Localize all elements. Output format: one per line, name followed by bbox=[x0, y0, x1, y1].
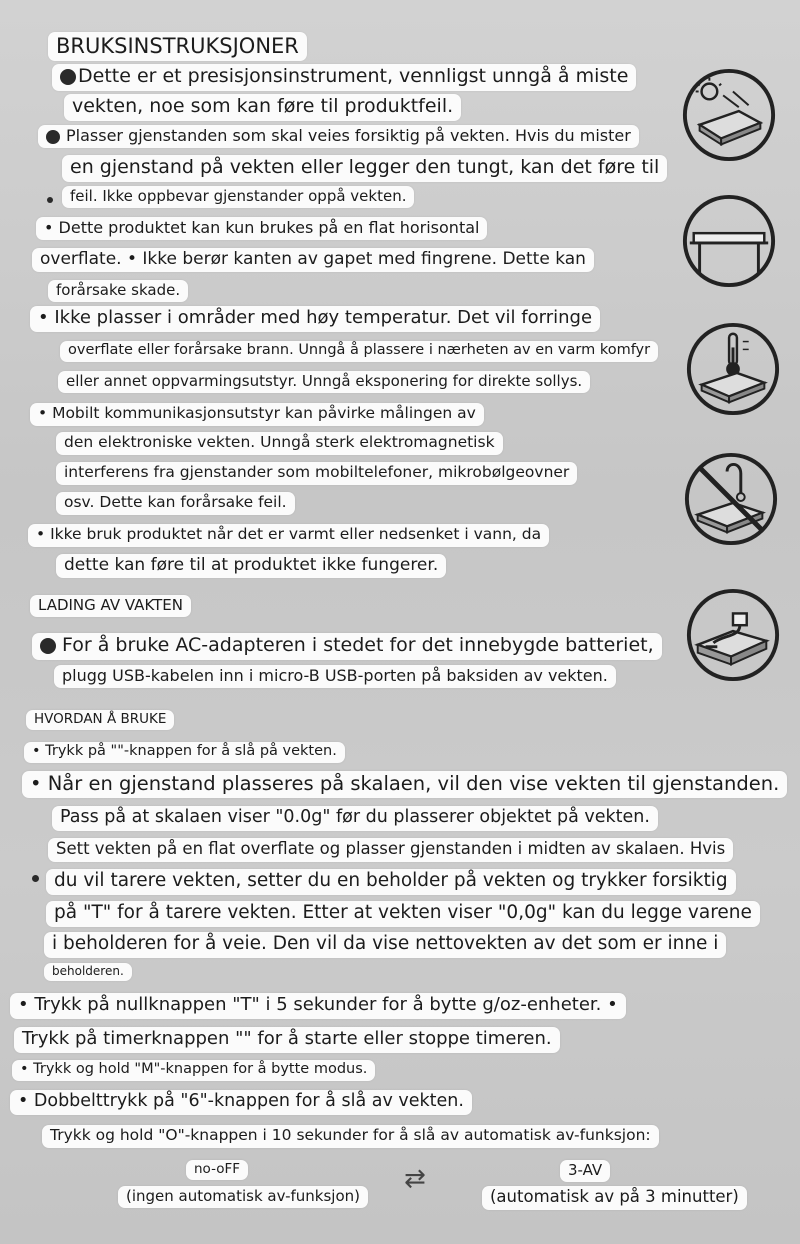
warning-4-line-3: eller annet oppvarmingsutstyr. Unngå eksponering for direkte sollys. bbox=[58, 371, 590, 393]
usage-line-8: beholderen. bbox=[44, 963, 132, 981]
auto-off-right-desc: (automatisk av på 3 minutter) bbox=[482, 1186, 747, 1210]
usage-line-9: • Trykk på nullknappen "T" i 5 sekunder for å bytte g/oz-enheter. • bbox=[10, 993, 626, 1019]
charging-line-2: plugg USB-kabelen inn i micro-B USB-porten på baksiden av vekten. bbox=[54, 665, 616, 688]
charging-line-1: For å bruke AC-adapteren i stedet for det innebygde batteriet, bbox=[32, 633, 662, 660]
usage-line-6: på "T" for å tarere vekten. Etter at vekten viser "0,0g" kan du legge varene bbox=[46, 901, 760, 927]
thermometer-icon bbox=[684, 320, 782, 418]
usage-line-10: Trykk på timerknappen "" for å starte eller stoppe timeren. bbox=[14, 1027, 560, 1053]
warning-5-line-4: osv. Dette kan forårsake feil. bbox=[56, 492, 295, 515]
warning-6-line-1: • Ikke bruk produktet når det er varmt eller nedsenket i vann, da bbox=[28, 524, 549, 547]
warning-2-line-2: en gjenstand på vekten eller legger den tungt, kan det føre til bbox=[62, 155, 667, 182]
flat-surface-icon bbox=[680, 192, 778, 290]
warning-2-line-1: Plasser gjenstanden som skal veies forsiktig på vekten. Hvis du mister bbox=[38, 125, 639, 148]
usage-line-11: • Trykk og hold "M"-knappen for å bytte modus. bbox=[12, 1060, 375, 1081]
warning-5-line-1: • Mobilt kommunikasjonsutstyr kan påvirke målingen av bbox=[30, 403, 484, 426]
warning-3-line-2: overflate. • Ikke berør kanten av gapet med fingrene. Dette kan bbox=[32, 248, 594, 272]
warning-1-line-1: Dette er et presisjonsinstrument, vennligst unngå å miste bbox=[52, 64, 636, 91]
usage-line-13: Trykk og hold "O"-knappen i 10 sekunder for å slå av automatisk av-funksjon: bbox=[42, 1125, 659, 1148]
usage-line-5: du vil tarere vekten, setter du en beholder på vekten og trykker forsiktig bbox=[46, 869, 736, 895]
usage-line-4: Sett vekten på en flat overflate og plasser gjenstanden i midten av skalaen. Hvis bbox=[48, 838, 733, 862]
bullet-icon bbox=[46, 130, 60, 144]
usb-charging-icon bbox=[684, 586, 782, 684]
no-water-icon bbox=[682, 450, 780, 548]
warning-5-line-2: den elektroniske vekten. Unngå sterk elektromagnetisk bbox=[56, 432, 503, 455]
bullet-icon bbox=[47, 197, 53, 203]
bullet-icon bbox=[40, 638, 56, 654]
auto-off-left-label: no-oFF bbox=[186, 1160, 248, 1180]
usage-line-7: i beholderen for å veie. Den vil da vise nettovekten av det som er inne i bbox=[44, 932, 726, 958]
warning-2-line-3: feil. Ikke oppbevar gjenstander oppå vekten. bbox=[62, 186, 414, 208]
sun-heat-icon bbox=[680, 66, 778, 164]
charging-heading: LADING AV VAKTEN bbox=[30, 595, 191, 617]
warning-3-line-1: • Dette produktet kan kun brukes på en flat horisontal bbox=[36, 217, 487, 240]
usage-line-1: • Trykk på ""-knappen for å slå på vekten. bbox=[24, 742, 345, 763]
warning-6-line-2: dette kan føre til at produktet ikke fungerer. bbox=[56, 554, 446, 578]
bullet-icon bbox=[60, 69, 76, 85]
usage-heading: HVORDAN Å BRUKE bbox=[26, 710, 174, 730]
auto-off-left-desc: (ingen automatisk av-funksjon) bbox=[118, 1186, 368, 1208]
usage-line-12: • Dobbelttrykk på "6"-knappen for å slå av vekten. bbox=[10, 1090, 472, 1115]
page-title: BRUKSINSTRUKSJONER bbox=[48, 32, 307, 61]
bullet-icon bbox=[32, 875, 39, 882]
usage-line-2: • Når en gjenstand plasseres på skalaen, vil den vise vekten til gjenstanden. bbox=[22, 771, 787, 798]
warning-5-line-3: interferens fra gjenstander som mobiltelefoner, mikrobølgeovner bbox=[56, 462, 577, 485]
usage-line-3: Pass på at skalaen viser "0.0g" før du plasserer objektet på vekten. bbox=[52, 806, 658, 831]
warning-1-line-2: vekten, noe som kan føre til produktfeil. bbox=[64, 94, 461, 121]
warning-4-line-1: • Ikke plasser i områder med høy temperatur. Det vil forringe bbox=[30, 306, 600, 332]
switch-arrows-icon: ⇄ bbox=[404, 1164, 426, 1194]
auto-off-right-label: 3-AV bbox=[560, 1160, 610, 1182]
warning-4-line-2: overflate eller forårsake brann. Unngå å plassere i nærheten av en varm komfyr bbox=[60, 341, 658, 362]
warning-3-line-3: forårsake skade. bbox=[48, 280, 188, 302]
